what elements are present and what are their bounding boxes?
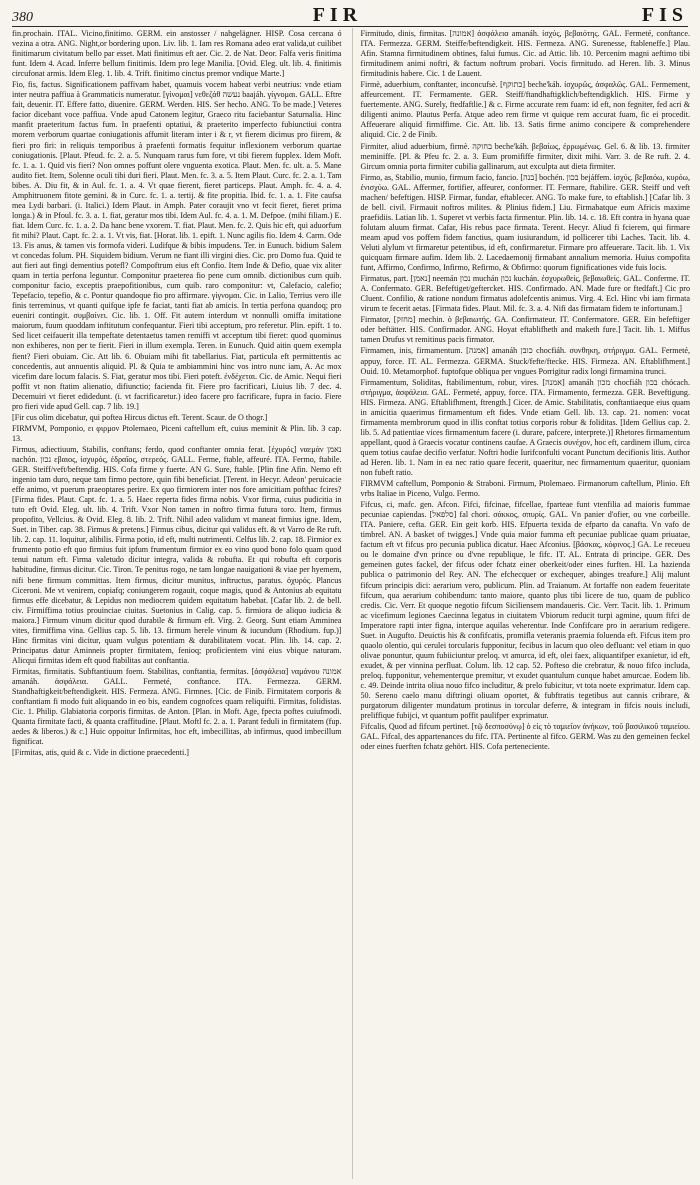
entry-firmum-picenum: FIRMVM, Pomponio, ει φιρμον Ptolemaeo, Piceni caftellum eft, cuius meminit & Plin. lib. 3 cap. 13.: [12, 423, 342, 443]
entry-firmo: Firmo, as, Stabilio, munio, firmum facio, fancio. [בנה] bochén. בכון bejáffem. ἰσχύς. βεβαιόω, κυρόω, ἐνισχύω. GAL. Affermer, fortifier, affeurer, conformer. IT. Fermare, ftabilire. GER. Steiff und veft machen/ befeftigen. HISP. Firmar, fundar, eftablecer. ANG. To make fure, to eftablish.] [Cafar lib. 3 de bell. civil. Firmauit noftros milites. & Plinius fidem.] Liu. Firmabatque eum Africis maxime praefidiis. Latian lib. 1. Superet vt verbis facta firmentur. Plin. lib. 14. c. 18. Eft contra in hyana quae folutam aluum firmat. Cafar, His rebus pace firmata. Terent. Hecyr. Aliud fi fcierem, qui firmare meam apud vos poffem fidem fanctius, quam iusiurandum, id pollicerer tibi Laches. Tacit. lib. 4. Veluti alylum vt firmaretur petentibus, id eft, confirmaretur. Firmare pro affeuerare. Tacit. lib. 1. Vix quicquam firmare aufim. Idem lib. 2. Lacedaemonij firmabant annalium memoria. Huius compofita funt, Affirmo, Confirmo, Infirmo, Refirmo, & Obfirmo: quorum fignificationes vide fuis locis.: [360, 172, 690, 273]
entry-finitimus: fin.prochain. ITAL. Vicino,finitimo. GERM. ein anstosser / nahgelägner. HISP. Cosa cercana ó vezina a otra. ANG. Night,or bordering upon. Liv. lib. 1. Iam res Romana adeo erat valida,ut cuilibet finitimarum civitatum bello par esset. Mati finitimus eft aer. Cic. 2. de Nat. Deor. Falfa veris finitima funt. Idem 4. Acad. Inferre bellum finitimis. Idem pro lege Manilia. [Ovid. Eleg. ult. lib. 4. finitimis circufonat armis. Idem Eleg. 1. lib. 4. Trift. finitimo cinctus premor vndique Marte.]: [12, 29, 342, 79]
entry-fircus: [Fir cus olim dicebatur, qui poftea Hircus dictus eft. Terent. Scaur. de O thogr.]: [12, 412, 268, 422]
page-number: 380: [12, 10, 33, 25]
right-column: [352, 28, 691, 1179]
left-column: [12, 28, 342, 1179]
entry-firme: Firmè, aduerbium, conftanter, inconcufsè. [כתוקף] beche'káh. ἰσχυρῶς, ἀσφαλῶς. GAL. Fermement, affeurcement. IT. Fermamente. GER. Steiff/ftandhaftigklich/beftendigklich. HIS. Firme y fuertemente. ANG. Surely, ftedfaftlie.] & c. Firme accurate rem fuam: id eft, non fegniter, fed acri & diligenti animo. Plautus Perfa. Atque adeo rem firme vt quique rem accurat fuam, fic ei procedit. Affeuerare aliquid firmiffime. Cic. Att. lib. 13. Satis firme animo concipere & comprehendere aliquid. Cic. 2 de Finib.: [360, 80, 690, 140]
text-columns: [12, 28, 690, 1179]
entry-fiscus: Fifcus, ci, mafc. gen. Afcon. Fifci, fifcinae, fifcellae, fparteae funt vtenfilia ad maioris fummae pecuniae capiendas. [סלפאל] fal chori. σάκκος, σπυρίς. GAL. Vn panier d'ofier, ou vne corbeille. ITA. Paniere, cefta. GER. Ein geit korb. HIS. Efpuerta texida de efparto da canafta. Vn vafo de timbrel. AN. A basket of twigges.] Vnde quia maior fumma eft pecuniae publicae quam priuatae, factum eft vt fifcus pro pecunia publica dicatur. Haec Afconius. [βάσκας, κόφινος.] GA. Le receueu ou le domaine d'vn prince ou d'vne republique, le fifc. IT. AL. Entrata di principe. GER. Des gemeinen gutes fackel, der fifcus oder fchatz einer oberkeit/oder eines furften. HI. La hazienda publica o patrimonio del Rey. AN. The efchecquer or exchequer, abinges treafure.] Alij malunt fifcum principis dici: aerarium vero, publicum. Plin. ad Traianum. At fortaffe non eadem feueritate fifcum, qua aerarium cohibendum: tanto maiore, quanto plus tibi licere de tuo, quam de publico credis. Cic. Verr. Et quoque negotio fifcum Siciliensem mandaueris. Cic. Verr. Tacit. lib. 1. Primum ac vicefimum legiones Caecinna legatus in ciuitatem Vbiorum reducit turpi agmine, quum fifci de Imperatore rapti inter figna, interque aquilas veherentur. Inde Confifcare pro in aerarium redigere. Suet. in Augufto. Deuictis his & confifcatis, promifla veteranis praemia foluenda eft. Fifcus item pro quaolo olentio, qui cerulei torcularis fupponitur, fecibus in lacum quo oleo defluant: vel etiam in quo olivae ponuntur, quum fubiiciuntur preloq. vt amurca, id eft, olei faex, aliquantifper exanietur, id eft, exudet, & per vinnina perfluat. Colum. lib. 12 cap. 52. Pofteso die crebratur, & nouo fifco includa, preloq. fupponitur, vehementerque premitur, vt exudet quantulum cunque habet amurcae. Eodem lib. c. 49. Deinde intrita oliua nouo fifco includitur, & prelo fubicitur, vt tota noete exprimatur. Idem cap. 50. Sereno caelo manu diftringi oliuam oportet, & fubftratis tegetibus aut cannis cribrare, & purgatorum diligenter mundatum protinus in torcular deferre, & integram in fifcis nouis includi, preliffique fubijci, vt quantum poffit paulifper exprimatur.: [360, 500, 690, 721]
entry-firmitudo: Firmitudo, dinis, firmitas. [אמונה] ἀσφάλεια amanáh. ἰσχύς, βεβαιότης. GAL. Fermeté, conftance. ITA. Fermezza. GERM. Steiffe/beftendigkeit. HIS. Fermeza. ANG. Surenesse, ftableneffe.] Plau. Afin. Stamna firmitudinem obtines, falui fumus. Cic. ad Attic. lib. 10. Percenim magni aeftimo tibi firmitudinem animi noftri, & factum noftrum probari. Vocis firmitudo. ad Heren. lib. 3. Minus firmitudinis habere. Cic. 1 de Lauent.: [360, 29, 690, 79]
entry-fiscalis: Fifcalis, Quod ad fifcum pertinet. [τῷ δεσποσύνῳ] ὁ εἰς τὸ ταμιεῖον ἀνήκων, τοῦ βασιλικοῦ ταμιείου. GAL. Fifcal, des appartenances du fifc. ITA. Pertinente al fifco. GERM. Was zu den gemeinen feckel oder eines fuerften fchatz gehört. HIS. Cofa perteneciente.: [360, 722, 690, 752]
entry-firmitas-crossref: [Firmitas, atis, quid & c. Vide in dictione praecedenti.]: [12, 748, 189, 758]
right-running-head: FIS: [641, 4, 688, 26]
left-running-head: FIR: [312, 4, 363, 26]
entry-firmator: Firmator, [מחזק] mechin. ὁ βεβαιωτής. GA. Confirmateur. IT. Confermatore. GER. Ein befeftiger oder beftätter. HIS. Confirmador. ANG. Hoyat eftablifheth and maketh fure.] Tacit. lib. 1. Miffus tamen Drufus vt remitinus pacis firmator.: [360, 315, 690, 345]
entry-firmiter: Firmiter, aliud aduerbium, firmè. בחוקה beche'káh. βεβαίως, ἐρρωμένως. Gel. 6. & lib. 13. firmiter meminiffe. [Pl. & Pfeu fc. 2. a. 3. Eum promififfe firmiter, dixit mihi. Varr. 3. de Re ruft. 2. 4. Gircum omnia porta firmiter cubilia gallinarum, aut exculpta aut dieta firmiter.: [360, 141, 690, 171]
entry-firmus: Firmus, adiectiuum, Stabilis, conftans; ferdo, quod conftanter omnia ferat. [ἐχυρός] ναεμάν נאמן nachón. נכון εβαιος, ἰσχυρός, ἐδραῖος, στερεός. GALL. Ferme, ftable, affeuré. ITA. Fermo, ftabile. GER. Steiff/veft/beftendig. HIS. Cofa firme y fuerte. AN G. Sure, ftable. [Plin fine Afin. Nemo eft ingenio tam duro, neque tam firmo pectore, quin fibi beneficiat. [Terent. in Hecyr. Adeon' peruicacie effe animo, vt puerum praeoptares perire. Ex quo firmiorem inter nos fore amicitiam pofthac fcires? [Firma fides. Plaut. Capt. fc. 1. a. 5. Haec reperta fides firma nobis. Vxor firma, cuius pudicitia in tuto eft Ovid. Eleg. ult. lib. 4. Trift. Vxor Non tamen in noftro firma futura toro. Item, firmus propofito, Vellcius. & Ovid. Eleg. 8. lib. 2. Trift. Nihil adeo validum vt maneat firmius igne. Idem, Suet. in Tiber. cap. 38. Firmus & pretens.] Firmus cibus, dicitur qui validus eft. & vt Varro de Re ruft. lib. 2. cap. 11. loquitur, alibilis. Firma potio, id eft, multi nutrimenti. Celfus lib. 2. cap. 18. Firmior ex frumento potio eft quo firmius fuit ipfum frumentum firmior ex eo vino quod bono folo quam quod tenui natum eft. Firma valetudo dicitur integra, valida & robufta. Et qui robufta eft corporis habitudine, firmus dicitur. Cic. Tiron. Te penitus rogo, ne tam longae nauigationi & viae per hyemem, nifi bene firmum committas. Item firmus, dicitur munitus, inftructus, paratus. ὀχυρός. Plancus Ciceroni. Me vt venirem, copiafq; coniungerem rogauit, coque magis, quod & Antonius ab equitatu firmus effe dicebatur, & Lepidus non mediocrem quidem equitatum habebat. [Cafar lib. 2. de bell. civ. Firmiffima totius prouinciae ciuitas. Suetonius in Calig. cap. 5. firmiora de aliquo iudicia & maiora.] Firmum vinum dicitur quod durabile & firmum eft. Virg. 2. Georg. Sunt etiam Amminea vites, firmiffima vina. Gellius cap. 5. lib. 13. firmum herele vinum & iucundum (Rhodium. fup.)] Hinc firmitas vini dicitur, quam vulgus potentiam & durabilitatem vocat. Plin. lib. 14. cap. 2. Principatus datur Aminneis propter firmitatem, fenioq; proficientem vini eius vbique naturam. Alicqui firmitas idem eft quod ftabilitas aut conftantia.: [12, 444, 342, 665]
running-header: [12, 4, 688, 27]
entry-firmamen: Firmamen, inis, firmamentum. [אמנה] amanáh כובן chocfiáh. συνθηκη, στήριγμα. GAL. Fermeté, appuy, force. IT. AL. Fermezza. GERMA. Stuck/fefte/ftecke. HIS. Firmeza. AN. Eftablifhment.] Ouid. 10. Metamorphof. fuptofque obliqua per vngues Porrigitur radix longi firmamina trunci.: [360, 346, 690, 376]
entry-firmum-castellum: FIRMVM caftellum, Pomponio & Straboni. Firmum, Ptolemaeo. Firmanorum caftellum, Plinio. Eft vrbs Italiae in Piceno, Vulgo. Fermo.: [360, 479, 690, 499]
entry-fio: Fio, fis, factus. Significationem paffivam habet, quamuis vocem habeat verbi neutrius: vnde etiam inter neutra paffiua à Grammaticis numeratur. [γίνομαι] νεθεζάθ נעשה baajáh. γίγνομαι. GALL. Eftre fait, deuenir. IT. Effere fatto, diuenire. GERM. Werden. HIS. Ser hecho. ANG. To be made.] Veteres facior dicebant voce paffiua. Vnde apud Catonem legitur, Graeco ritu faciebantur Saturnalia. Hinc manfit praeteritum factus fum. In praefenti optatiui, & praeterito imperfecto fubiunctiui contra morem verborum quartae coniugationis affumit literam inter i & r, vt fierem dicimus pro fiirem, & fieri pro firi: in reliquis temporibus à praefenti formatis fequitur inflexionem verborum quartae coniugationis. [Plaut. Pfeud. fc. 2. a. 5. Nunquam rarus fum fore, vt tibi fierem fupplex. Idem Moft. fc. 1. a. 1. Quid vis fieri? Non omnes poffunt olere vnguenta exotica. Plaut. Men. fc. ult. a. 5. Mane audito fiet. Item, Solenne oculi tibi duri fieri. Plaut. Men. fc. 3. a. 5. Item Plaut. Curc. fc. 2. a. 1. Tam bibes. A. Diu fit, & in Aul. fc. 1. a. 4. Vt quae fierent, fieret particeps. Plaut. Amph. fc. 4. a. 4. Amphitruonem fitote gemini. & in Curc. fc. 1. a. tertij. & fite propitia. Ibid. fc. 1. a. 1. Fite caufsa mea Lydi barbari. (i. Italici.) Idem Plaut. in Amph. Pater coraujit vno vt fecit fieret, fieret prima longa.) & in Pfoul. fc. 3. a. 1. fiat, geratur mos tibi. Idem Aul. fc. 4. a. 1. M. Defpoe. (mihi filiam.) E. fiat. Idem Curc. fc. 1. a. 2. Da hanc bene vxorem. T. fiat. Plaut. Men. fc. 2. Quis hic eft, qui aduorfum fit mihi? Plaut. Capt. fc. 2. a. 1. Vt vis, fiat. [Horat. lib. 1. epift. 1. Nunc agilis fio. Idem 4. Carm. Ode 13. Fis anus, & tamen vis formofa videri. Ludifque & bibis impudens. Ter. in Eunuch. bidium Salem vt concedas folum. PH. Siquidem bidium. Verum ne fiant illi virgini dies. Cic. pro Domo fua. Quid te aut fieri aut fingi dementius potefl? Compoftrum eius eft Confio. Item Inde & Defio, quae vix aliter quam in tertia perfona leguntur. Componitur praeterea fio pene cum omnib. dictionibus cum quib. componitur facio, exceptis praepofitionibus, cum quib. raro componitur: vt, Calefacio, calefio; Tepefacio, tepefio, & c. Pontur quandoque fio pro affirmare. γίγνομαι. Cic. in Lalio, Terrius vero ille finis terreminus, vt quanti quifque ipfe fe faciat, tanti fiat ab amicis. In tertia perfona quandoq; pro eueniri contingit. συμβαίνει. Cic. lib. 1. Off. Fit autem interdum vt nonnulli omiffa imitatione maiorum, fuum quoddam inftitutum confequantur. Fieri tibi acceptum, pro referetur. Plin. epift. 1 to. Sed licet ceifauerit illa tempeftate detentaetus tamen remiffi vt acceptum tibi fieret: quod quominus non exhiberes, non per te fierit. Fieri in illum exempla. Teren. in Eunuch. Quid aitin quem exempla fient? Fieri obuiam. Cic. Att lib. 6. Obuiam mihi fit tabellarius. Fiat, particula eft permittentis ac concedentis, aut annuentis aliquid. Pl. & Quia te ambiammini hinc vos intro nunc iam, A. Ac mox vicefim dare locum falacis. S. Fiat, geratur mos tibi. Fieri poteft. ἐνδέχεται. Cic. de Amic. Nequi fieri poffit vt non ftatim alienatio, difiunctio; facienda fit. Fiere pro facrificari, Liuius lib. 7 dec. 4. Decemuiri vt fieret edidedunt. (i. vt facrificaretur.) ideo facere pro facrificare, fupra in facio. Fiere pro fieri vide apud Gell. cap. 7 lib. 19.]: [12, 80, 342, 411]
entry-firmamentum: Firmamentum, Soliditas, ftabilimentum, robur, vires. [אמנה] amanáh מכון chocfiáh בכון chócach. στήριγμα, ἀσφάλεια. GAL. Fermeté, appuy, force. ITA. Firmamento, fermezza. GER. Beveftigung. HIS. Firmeza. ANG. Eftablifhment, ftrength.] Cicer. de Amic. Stabilitatis, conftantiaeque eius quam in amicitia quaerimus firmamentum eft fides. Vnde etiam Gell. lib. 13. cap. 21. nomen: vocat firmamenta membrorum quod in illis conftat totius corporis robur & foliditas. [Idem Gellius cap. 2. lib. 5. Ad patientiae vices firmamentum facere (i. durare, pafcere, interprete.)] Rhetores firmamentum appellant, quod à Graecis vocatur continens caufae. A Graecis συνέχον, hoc eft, cardinem illum, circa quem totius caufae decifio verfatur. Noftri hodie Iurifconfulti vocant Punctum decifionis litis. Author ad Heren. lib. 1. Nam in ea nec ratio quare fecerit, quaeritur, nec firmamentum quaeritur, quoniam non fubeft ratio.: [360, 377, 690, 478]
entry-firmatus: Firmatus, part. [נאמן] neemán נכון muchán נכון kuchán. ἐσχυρωθείς, βεβαιωθείς. GAL. Conferme. IT. A. Confermato. GER. Befeftiget/geftercket. HIS. Confirmado. AN. Made fure or ftedfaft.] Cic pro Cluent. Confilio, & ratione nondum firmatus adolefcentis animus. Virg. 4. Ecl. Hinc vbi iam firmata virum te fecerit aetas. [Firmata fides. Plaut. Mil. fc. 3. a. 4. Nifi das firmatam fidem te infortunam.]: [360, 274, 690, 314]
entry-firmitas: Firmitas, firmitatis. Subftantiuum foem. Stabilitas, conftantia, fermitas. [ἀσφάλεια] ναμάνου אמונה amanáh. ἀσφάλεια. GALL. Fermeté, conftance. ITA. Fermezza. GERM. Standhaftigkeit/beftendigkeit. HIS. Fermeza. ANG. Firmnes. [Cic. de Finib. Firmitatem corporis & conftantiam fi modo fuit aliquando in eo bis, eandem cognofces quam reliquifti. Firmitas, folidistas. Cic. 1. Philip. Glabiatoria corporis firmitas. de Anton. [Plan. in Moft. Age, fpecta poftes cuiufmodi. Quanta firmitate facti, & quanta craffitudine. [Plaut. Moftl fc. 2. a. 1. Parant feduli in firmitatem (fup. aedes & liberos.) & c.] Huic oppoitur Infirmitas, hoc eft, imbecillitas, ab infirmus, quod imbecillum fignificat.: [12, 666, 342, 747]
